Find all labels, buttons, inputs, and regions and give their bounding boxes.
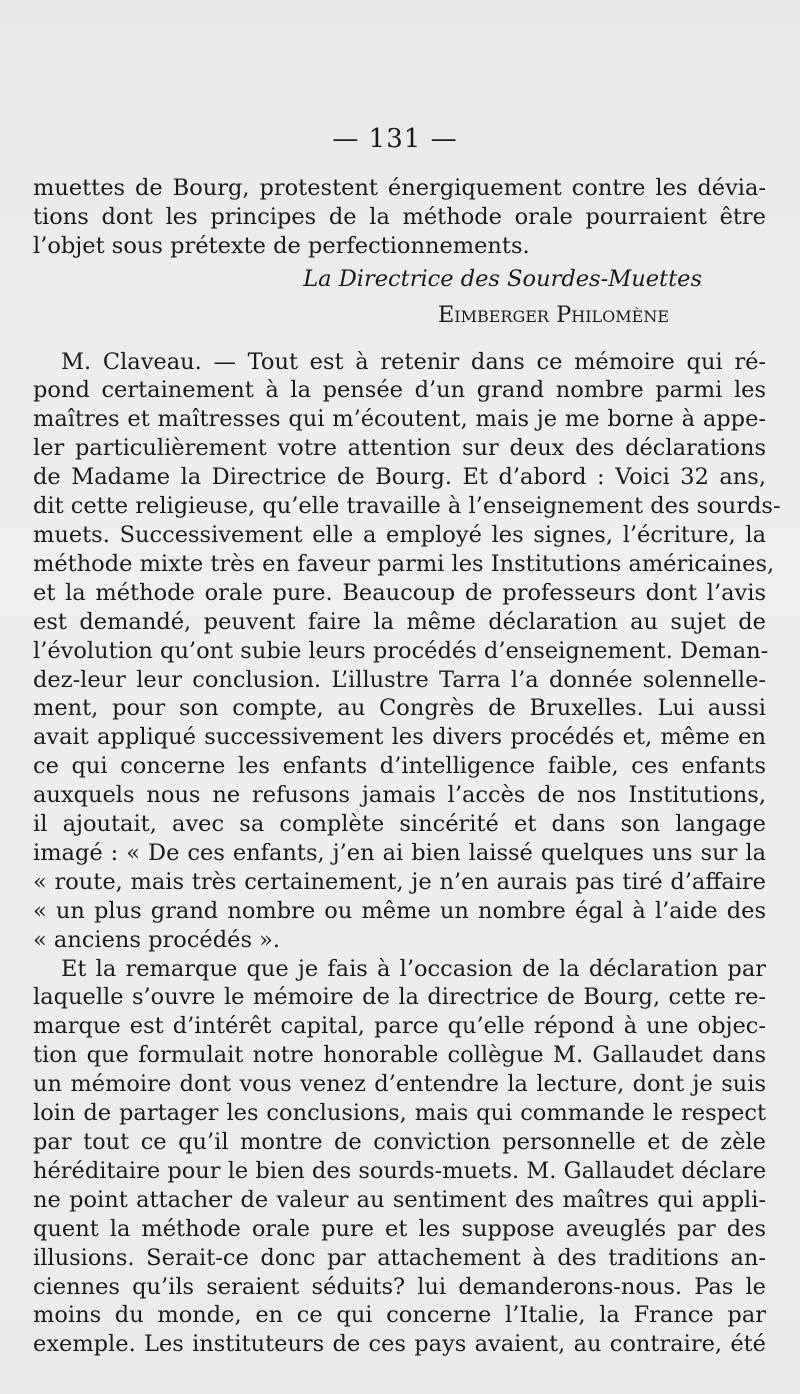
text-line: ler particulièrement votre attention sur deux des déclarations — [33, 435, 766, 462]
text-line: de Madame la Directrice de Bourg. Et d’abord : Voici 32 ans, — [33, 464, 766, 491]
text-line: l’objet sous prétexte de perfectionnements. — [33, 232, 530, 259]
paragraph-gallaudet — [33, 955, 766, 1360]
text-line: dez-leur leur conclusion. L’illustre Tarra l’a donnée solennelle- — [33, 666, 766, 693]
text-line: méthode mixte très en faveur parmi les Institutions américaines, — [33, 550, 775, 577]
text-line: l’évolution qu’ont subie leurs procédés d’enseignement. Deman- — [33, 637, 769, 664]
body-text — [33, 174, 781, 1359]
text-line: dit cette religieuse, qu’elle travaille à l’enseignement des sourds- — [33, 493, 781, 520]
text-line: muets. Successivement elle a employé les signes, l’écriture, la — [33, 521, 766, 548]
text-line: exemple. Les instituteurs de ces pays avaient, au contraire, été — [33, 1331, 766, 1358]
letter-closing — [33, 174, 766, 261]
text-line: pond certainement à la pensée d’un grand nombre parmi les — [33, 377, 766, 404]
text-line: par tout ce qu’il montre de conviction personnelle et de zèle — [33, 1129, 766, 1155]
text-line: tions dont les principes de la méthode orale pourraient être — [33, 203, 766, 230]
text-line: ment, pour son compte, au Congrès de Bruxelles. Lui aussi — [33, 695, 766, 722]
text-line: laquelle s’ouvre le mémoire de la directrice de Bourg, cette re- — [33, 984, 766, 1011]
signature-name: Eimberger Philomène — [437, 301, 669, 328]
text-line: tion que formulait notre honorable collègue M. Gallaudet dans — [33, 1042, 766, 1069]
text-line: loin de partager les conclusions, mais qui commande le respect — [33, 1100, 766, 1127]
text-line: avait appliqué successivement les divers procédés et, même en — [33, 724, 766, 751]
text-line: quent la méthode orale pure et les suppose aveuglés par des — [33, 1215, 766, 1242]
text-line: héréditaire pour le bien des sourds-muets. M. Gallaudet déclare — [33, 1157, 767, 1184]
text-line: ce qui concerne les enfants d’intelligence faible, ces enfants — [33, 753, 766, 780]
text-line: marque est d’intérêt capital, parce qu’elle répond à une objec- — [33, 1013, 766, 1040]
text-line: un mémoire dont vous venez d’entendre la lecture, dont je suis — [33, 1071, 766, 1098]
page-number: — 131 — — [332, 124, 458, 154]
text-line: « un plus grand nombre ou même un nombre égal à l’aide des — [33, 897, 766, 924]
text-line: M. Claveau. — Tout est à retenir dans ce mémoire qui ré- — [61, 348, 766, 375]
text-line: maîtres et maîtresses qui m’écoutent, mais je me borne à appe- — [33, 406, 766, 433]
text-line: ciennes qu’ils seraient séduits? lui demanderons-nous. Pas le — [33, 1273, 766, 1300]
text-line: ne point attacher de valeur au sentiment des maîtres qui appli- — [33, 1186, 766, 1213]
text-line: « anciens procédés ». — [33, 926, 281, 953]
text-line: muettes de Bourg, protestent énergiquement contre les dévia- — [33, 175, 766, 201]
paragraph-claveau — [33, 348, 781, 955]
text-line: « route, mais très certainement, je n’en aurais pas tiré d’affaire — [33, 868, 766, 895]
text-line: est demandé, peuvent faire la même déclaration au sujet de — [33, 608, 766, 635]
section-gap — [33, 330, 766, 348]
text-line: il ajoutait, avec sa complète sincérité et dans son langage — [33, 811, 766, 838]
text-line: auxquels nous ne refusons jamais l’accès de nos Institutions, — [33, 782, 766, 809]
signature-title: La Directrice des Sourdes-Muettes — [303, 265, 702, 292]
text-line: moins du monde, en ce qui concerne l’Italie, la France par — [33, 1302, 766, 1329]
text-line: Et la remarque que je fais à l’occasion de la déclaration par — [61, 955, 766, 982]
text-line: illusions. Serait-ce donc par attachement à des traditions an- — [33, 1244, 766, 1271]
text-line: et la méthode orale pure. Beaucoup de professeurs dont l’avis — [33, 579, 766, 606]
text-line: imagé : « De ces enfants, j’en ai bien laissé quelques uns sur la — [33, 839, 766, 866]
